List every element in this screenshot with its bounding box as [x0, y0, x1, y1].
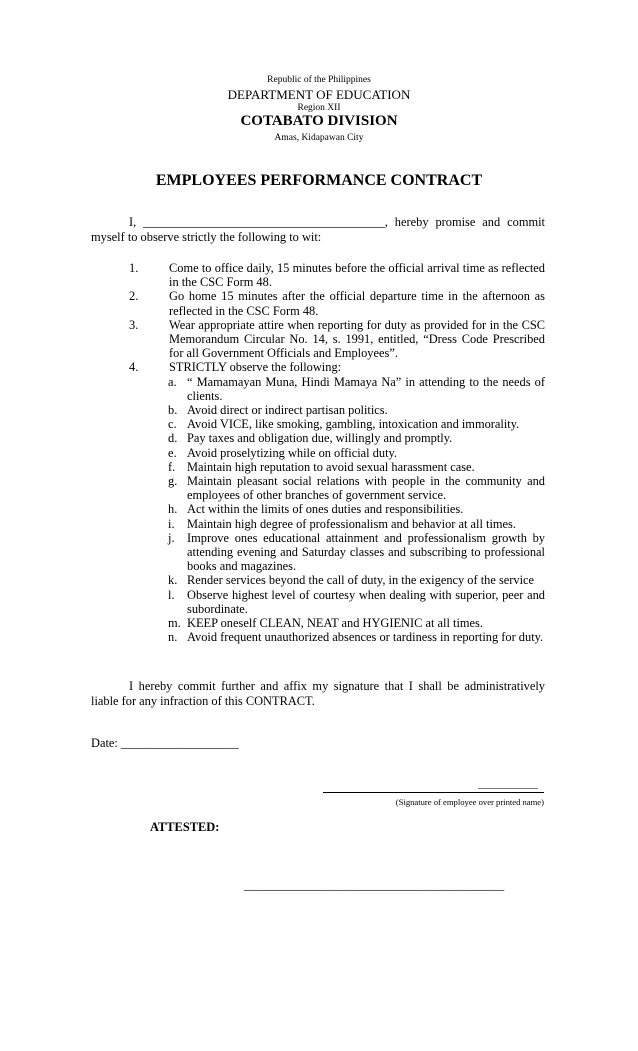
item-text: STRICTLY observe the following:: [169, 360, 342, 375]
sub-item: [91, 588, 545, 616]
sub-item-letter: a.: [168, 374, 177, 389]
sub-item: [91, 403, 545, 417]
sub-item-text: Act within the limits of ones duties and responsibilities.: [187, 502, 464, 517]
sub-item-letter: f.: [168, 459, 176, 474]
commitment-line-1: I hereby commit further and affix my signature that I shall be administratively: [129, 679, 545, 693]
sub-item: [91, 531, 545, 574]
sub-item-text: Render services beyond the call of duty, in the exigency of the service: [187, 573, 535, 588]
sub-item: [91, 446, 545, 460]
sub-item-text: “ Mamamayan Muna, Hindi Mamaya Na” in attending to the needs of clients.: [187, 374, 545, 403]
sub-item: [91, 573, 545, 587]
header-department: DEPARTMENT OF EDUCATION: [227, 87, 411, 102]
sub-item-letter: l.: [168, 587, 175, 602]
sub-item: [91, 474, 545, 502]
sub-item-letter: b.: [168, 403, 178, 418]
sub-item-letter: k.: [168, 573, 178, 588]
sub-item: [91, 502, 545, 516]
signature-caption: (Signature of employee over printed name): [395, 797, 544, 807]
commitment-paragraph: [91, 679, 545, 710]
header-republic: Republic of the Philippines: [267, 75, 371, 85]
attested-label: ATTESTED:: [150, 820, 220, 834]
item-number: 2.: [129, 289, 139, 304]
sub-item-letter: j.: [168, 530, 175, 545]
sub-item-letter: n.: [168, 630, 178, 645]
list-item: [91, 360, 545, 374]
sub-item: [91, 375, 545, 403]
sub-item-text: KEEP oneself CLEAN, NEAT and HYGIENIC at all times.: [187, 616, 483, 631]
sub-item-text: Avoid frequent unauthorized absences or tardiness in reporting for duty.: [187, 630, 544, 645]
sub-item-letter: c.: [168, 417, 177, 432]
sub-item: [91, 517, 545, 531]
sub-item-text: Avoid proselytizing while on official duty.: [187, 445, 398, 460]
signature-blank: ____________: [478, 779, 538, 790]
signature-line[interactable]: [323, 792, 544, 793]
sub-item: [91, 431, 545, 445]
attested-signature-line[interactable]: __________________________________________: [244, 878, 505, 892]
intro-line-1: I, _______________________________________, hereby promise and commit: [129, 215, 545, 229]
sub-item-letter: g.: [168, 474, 178, 489]
sub-item: [91, 630, 545, 644]
sub-item-letter: e.: [168, 445, 177, 460]
sub-item-letter: h.: [168, 502, 178, 517]
document-title: EMPLOYEES PERFORMANCE CONTRACT: [155, 172, 483, 189]
header-location: Amas, Kidapawan City: [274, 133, 364, 143]
sub-item-text: Improve ones educational attainment and professionalism growth by attending evening and Saturday classes and subscribing to professional books and magazines.: [187, 530, 545, 574]
sub-item-text: Pay taxes and obligation due, willingly and promptly.: [187, 431, 453, 446]
sub-item: [91, 460, 545, 474]
obligations-list: [91, 261, 545, 644]
sub-item-letter: m.: [168, 616, 181, 631]
header-region: Region XII: [297, 103, 341, 113]
list-item: [91, 318, 545, 361]
sub-item-text: Maintain high reputation to avoid sexual harassment case.: [187, 459, 475, 474]
intro-paragraph: [91, 215, 545, 246]
sub-item: [91, 417, 545, 431]
item-number: 4.: [129, 360, 139, 375]
list-item: [91, 289, 545, 317]
intro-line-2: myself to observe strictly the following to wit:: [91, 230, 322, 245]
item-number: 3.: [129, 317, 139, 332]
sub-item-text: Maintain high degree of professionalism and behavior at all times.: [187, 516, 516, 531]
sub-item: [91, 616, 545, 630]
list-item: [91, 261, 545, 289]
sub-item-text: Avoid VICE, like smoking, gambling, intoxication and immorality.: [187, 417, 520, 432]
item-number: 1.: [129, 261, 139, 275]
sub-item-letter: d.: [168, 431, 178, 446]
item-text: Wear appropriate attire when reporting for duty as provided for in the CSC Memorandum Circular No. 14, s. 1991, entitled, “Dress Code Prescribed for all Government Officials and Employees”.: [169, 317, 545, 361]
header-division: COTABATO DIVISION: [240, 113, 398, 129]
sub-item-letter: i.: [168, 516, 175, 531]
commitment-line-2: liable for any infraction of this CONTRACT.: [91, 694, 315, 709]
date-field[interactable]: Date: ___________________: [91, 736, 239, 750]
sub-item-text: Avoid direct or indirect partisan politics.: [187, 403, 388, 418]
item-text: Go home 15 minutes after the official departure time in the afternoon as reflected in the CSC Form 48.: [169, 289, 545, 318]
item-text: Come to office daily, 15 minutes before the official arrival time as reflected in the CSC Form 48.: [169, 261, 545, 290]
sub-item-text: Observe highest level of courtesy when dealing with superior, peer and subordinate.: [187, 587, 545, 616]
sub-item-text: Maintain pleasant social relations with people in the community and employees of other branches of government service.: [187, 474, 545, 503]
